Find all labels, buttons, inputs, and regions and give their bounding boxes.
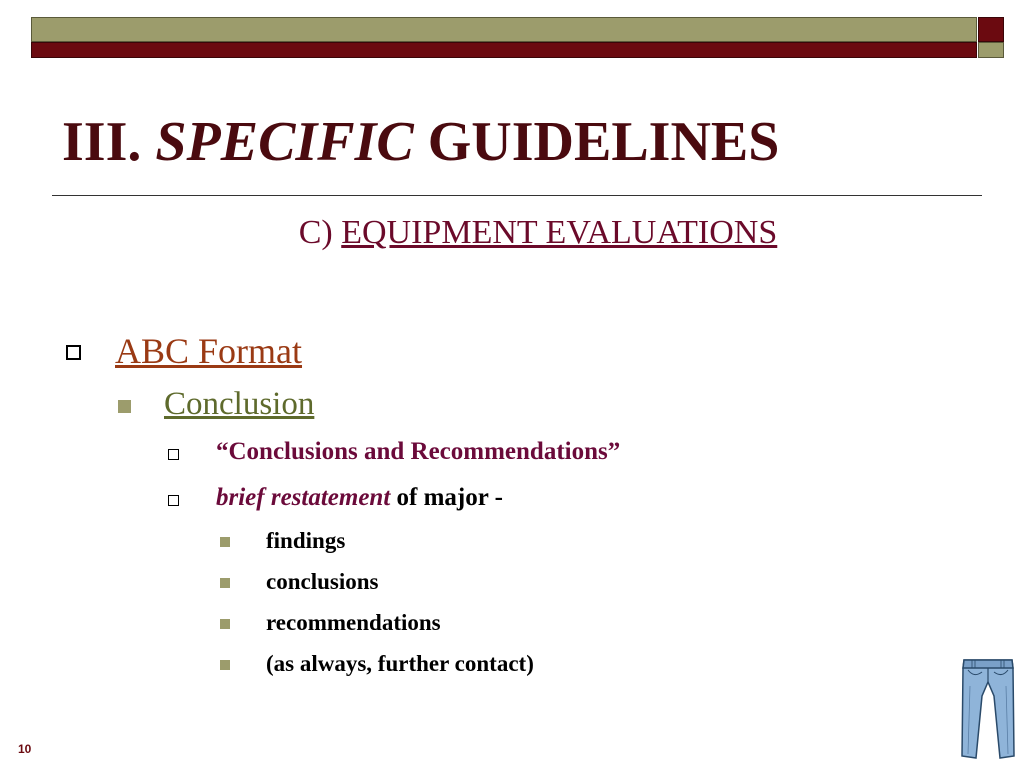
title-divider: [52, 195, 982, 196]
bullet-conclusions: conclusions: [266, 569, 379, 594]
hollow-square-icon: [168, 449, 179, 460]
page-number: 10: [18, 742, 32, 756]
title-suffix: GUIDELINES: [427, 111, 780, 173]
slide-title: [62, 112, 779, 174]
solid-square-icon: [220, 660, 230, 670]
bullet-conclusion: Conclusion: [164, 386, 315, 422]
bullet-findings: findings: [266, 528, 346, 553]
solid-square-icon: [220, 578, 230, 588]
of-major-text: of major -: [396, 484, 503, 511]
slide-subtitle: [0, 214, 1024, 252]
header-square-maroon: [978, 17, 1004, 42]
header-square-olive: [978, 42, 1004, 58]
jeans-icon: [958, 656, 1018, 760]
bullet-recommendations: recommendations: [266, 610, 441, 635]
subtitle-prefix: C): [298, 214, 333, 251]
bullet-conclusions-quote: “Conclusions and Recommendations”: [216, 438, 621, 465]
solid-square-icon: [118, 400, 131, 413]
bullet-brief-restatement: [216, 484, 503, 512]
header-bar-maroon: [31, 42, 977, 58]
solid-square-icon: [220, 619, 230, 629]
bullet-further-contact: (as always, further contact): [266, 651, 534, 676]
title-italic: SPECIFIC: [155, 111, 414, 173]
title-prefix: III.: [62, 111, 142, 173]
brief-restatement-text: brief restatement: [216, 484, 391, 511]
header-bar-olive: [31, 17, 977, 42]
hollow-square-icon: [168, 495, 179, 506]
subtitle-underlined: EQUIPMENT EVALUATIONS: [341, 214, 778, 251]
solid-square-icon: [220, 537, 230, 547]
bullet-abc-format: ABC Format: [115, 331, 303, 371]
hollow-square-icon: [66, 345, 81, 360]
